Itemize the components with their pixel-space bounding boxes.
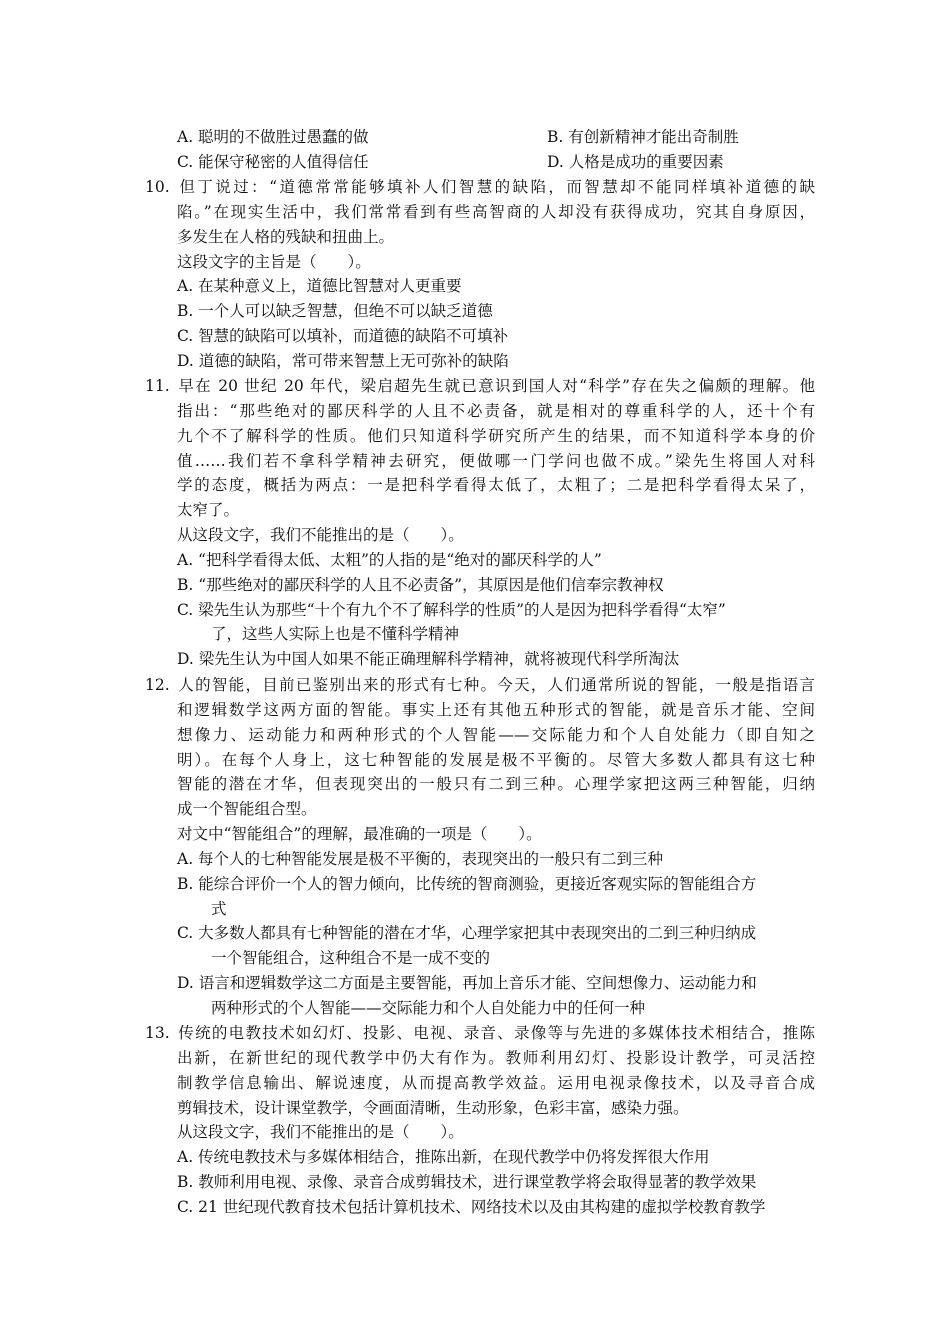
q12-option-b: B. 能综合评价一个人的智力倾向，比传统的智商测验，更接近客观实际的智能组合方 — [177, 874, 757, 893]
q12-option-a: A. 每个人的七种智能发展是极不平衡的，表现突出的一般只有二到三种 — [177, 849, 664, 868]
q12-question: 对文中“智能组合”的理解，最准确的一项是（ ）。 — [177, 825, 542, 844]
q10-option-a: A. 在某种意义上，道德比智慧对人更重要 — [177, 277, 462, 296]
prev-options-row-1 — [177, 125, 817, 149]
q10-line-2: 陷。”在现实生活中，我们常常看到有些高智商的人却没有获得成功，究其自身原因， — [177, 202, 815, 221]
prev-option-a: A. 聪明的不做胜过愚蠢的做 — [177, 128, 369, 146]
q13-number: 13. — [145, 1024, 170, 1042]
q13-option-a: A. 传统电教技术与多媒体相结合，推陈出新，在现代教学中仍将发挥很大作用 — [177, 1148, 710, 1167]
q11-line-5: 学的态度，概括为两点：一是把科学看得太低了，太粗了；二是把科学看得太呆了， — [177, 476, 815, 495]
q12-text-1: 人的智能，目前已鉴别出来的形式有七种。今天，人们通常所说的智能，一般是指语言 — [177, 676, 815, 694]
q13-line-2: 出新，在新世纪的现代教学中仍大有作为。教师利用幻灯、投影设计教学，可灵活控 — [177, 1048, 815, 1067]
q11-option-c: C. 梁先生认为那些“十个有九个不了解科学的性质”的人是因为把科学看得“太窄” — [177, 600, 726, 619]
q10-number: 10. — [145, 178, 170, 196]
q11-option-c-cont: 了，这些人实际上也是不懂科学精神 — [211, 625, 460, 644]
q12-line-1 — [145, 673, 815, 698]
q12-line-5: 智能的潜在才华，但表现突出的一般只有二到三种。心理学家把这两三种智能，归纳 — [177, 775, 815, 794]
q12-line-4: 明）。在每个人身上，这七种智能的发展是极不平衡的。尽管大多数人都具有这七种 — [177, 750, 815, 769]
q11-line-4: 值……我们若不拿科学精神去研究，便做哪一门学问也做不成。”梁先生将国人对科 — [177, 451, 815, 470]
q13-option-c: C. 21 世纪现代教育技术包括计算机技术、网络技术以及由其构建的虚拟学校教育教学 — [177, 1197, 766, 1216]
q13-text-1: 传统的电教技术如幻灯、投影、电视、录音、录像等与先进的多媒体技术相结合，推陈 — [177, 1024, 815, 1042]
q11-line-1 — [145, 374, 815, 399]
q11-option-d: D. 梁先生认为中国人如果不能正确理解科学精神，就将被现代科学所淘汰 — [177, 650, 680, 669]
q12-line-3: 想像力、运动能力和两种形式的个人智能——交际能力和个人自处能力（即自知之 — [177, 725, 815, 744]
prev-option-d: D. 人格是成功的重要因素 — [547, 153, 724, 171]
q12-option-c: C. 大多数人都具有七种智能的潜在才华，心理学家把其中表现突出的二到三种归纳成 — [177, 924, 757, 943]
q10-option-b: B. 一个人可以缺乏智慧，但绝不可以缺乏道德 — [177, 302, 493, 321]
q10-text-1: 但丁说过：“道德常常能够填补人们智慧的缺陷，而智慧却不能同样填补道德的缺 — [177, 178, 815, 196]
question-12 — [145, 673, 815, 1021]
q10-line-1 — [145, 175, 815, 200]
q11-option-b: B. “那些绝对的鄙厌科学的人且不必责备”，其原因是他们信奉宗教神权 — [177, 575, 664, 594]
q10-option-c: C. 智慧的缺陷可以填补，而道德的缺陷不可填补 — [177, 327, 509, 346]
q11-question: 从这段文字，我们不能推出的是（ ）。 — [177, 526, 464, 545]
q12-option-c-cont: 一个智能组合，这种组合不是一成不变的 — [211, 949, 491, 968]
q13-line-4: 剪辑技术，设计课堂教学，令画面清晰，生动形象，色彩丰富，感染力强。 — [177, 1098, 689, 1117]
q12-option-d: D. 语言和逻辑数学这二方面是主要智能，再加上音乐才能、空间想像力、运动能力和 — [177, 974, 757, 993]
q12-option-b-cont: 式 — [211, 899, 227, 918]
q11-line-6: 太窄了。 — [177, 501, 240, 520]
q11-line-3: 九个不了解科学的性质。他们只知道科学研究所产生的结果，而不知道科学本身的价 — [177, 426, 815, 445]
q12-line-2: 和逻辑数学这两方面的智能。事实上还有其他五种形式的智能，就是音乐才能、空间 — [177, 700, 815, 719]
q13-question: 从这段文字，我们不能推出的是（ ）。 — [177, 1123, 464, 1142]
q10-option-d: D. 道德的缺陷，常可带来智慧上无可弥补的缺陷 — [177, 351, 509, 370]
q12-line-6: 成一个智能组合型。 — [177, 800, 317, 819]
prev-option-b: B. 有创新精神才能出奇制胜 — [547, 128, 739, 146]
q13-line-1 — [145, 1021, 815, 1046]
prev-options-row-2 — [177, 150, 817, 174]
q11-text-1: 早在 20 世纪 20 年代，梁启超先生就已意识到国人对“科学”存在失之偏颇的理解。他 — [177, 377, 815, 395]
q13-line-3: 制教学信息输出、解说速度，从而提高教学效益。运用电视录像技术，以及寻音合成 — [177, 1073, 815, 1092]
q13-option-b: B. 教师利用电视、录像、录音合成剪辑技术，进行课堂教学将会取得显著的教学效果 — [177, 1173, 757, 1192]
q10-question: 这段文字的主旨是（ ）。 — [177, 252, 371, 271]
question-13 — [145, 1021, 815, 1220]
q12-option-d-cont: 两种形式的个人智能——交际能力和个人自处能力中的任何一种 — [211, 998, 646, 1017]
q12-number: 12. — [145, 676, 170, 694]
q11-number: 11. — [145, 377, 170, 395]
question-11 — [145, 374, 815, 672]
q11-option-a: A. “把科学看得太低、太粗”的人指的是“绝对的鄙厌科学的人” — [177, 550, 602, 569]
prev-option-c: C. 能保守秘密的人值得信任 — [177, 153, 369, 171]
question-10 — [145, 175, 815, 374]
q11-line-2: 指出：“那些绝对的鄙厌科学的人且不必责备，就是相对的尊重科学的人，还十个有 — [177, 401, 815, 420]
q10-line-3: 多发生在人格的残缺和扭曲上。 — [177, 227, 395, 246]
